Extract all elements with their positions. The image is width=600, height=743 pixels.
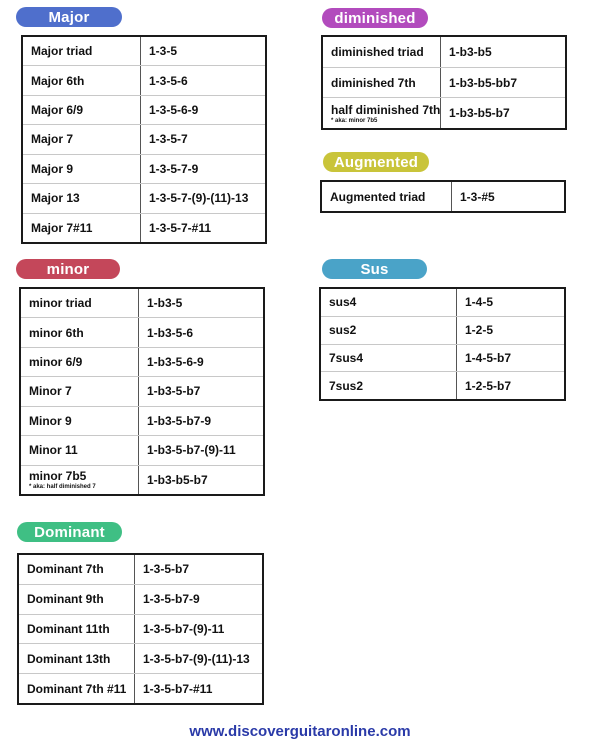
chord-formula: 1-3-5-7-(9)-(11)-13 xyxy=(149,191,249,206)
chord-formula: 1-3-5-b7-(9)-(11)-13 xyxy=(143,651,250,666)
chord-name-cell xyxy=(19,555,135,584)
chord-name-cell xyxy=(19,615,135,644)
chord-row xyxy=(323,37,565,68)
chord-row xyxy=(23,125,265,154)
chord-formula: 1-3-5-6 xyxy=(149,73,188,88)
chord-formula: 1-b3-b5-b7 xyxy=(449,106,510,121)
section-title-augmented: Augmented xyxy=(323,152,429,172)
section-title-major: Major xyxy=(16,7,122,27)
chord-name-cell xyxy=(21,377,139,405)
chord-name-cell xyxy=(23,96,141,124)
chord-formula: 1-4-5 xyxy=(465,295,494,310)
chord-name: Major 6th xyxy=(31,73,85,88)
chord-name-cell xyxy=(321,317,457,344)
chord-row xyxy=(21,348,263,377)
chord-name: Major 7 xyxy=(31,132,74,147)
chord-formula: 1-b3-b5 xyxy=(449,44,492,59)
chord-name: Major 6/9 xyxy=(31,103,84,118)
chord-name: Augmented triad xyxy=(330,189,426,204)
chord-name: half diminished 7th xyxy=(331,102,441,117)
chord-formula: 1-3-5-7 xyxy=(149,132,188,147)
chord-row xyxy=(23,37,265,66)
chord-row xyxy=(21,436,263,465)
chord-row xyxy=(19,674,262,703)
section-title-minor: minor xyxy=(16,259,120,279)
website-footer[interactable]: www.discoverguitaronline.com xyxy=(189,723,411,740)
chord-name: Dominant 7th #11 xyxy=(27,681,127,696)
chord-name-cell xyxy=(21,289,139,317)
chord-name-cell xyxy=(323,37,441,67)
chord-name-cell xyxy=(23,155,141,183)
chord-name: Dominant 7th xyxy=(27,562,104,577)
chord-row xyxy=(19,644,262,674)
chord-formula: 1-2-5 xyxy=(465,323,494,338)
chord-row xyxy=(321,317,564,345)
section-title-sus: Sus xyxy=(322,259,427,279)
chord-formula: 1-4-5-b7 xyxy=(465,350,512,365)
chord-name-cell xyxy=(23,125,141,153)
chord-row xyxy=(19,555,262,585)
chord-formula: 1-3-5-6-9 xyxy=(149,103,199,118)
chord-name-cell xyxy=(19,585,135,614)
chord-name: minor 6/9 xyxy=(29,355,83,370)
chord-name: Minor 7 xyxy=(29,384,72,399)
chord-formula: 1-b3-b5-bb7 xyxy=(449,75,518,90)
chord-row xyxy=(21,466,263,494)
augmented-chord-table xyxy=(320,180,566,213)
chord-name-cell xyxy=(21,436,139,464)
chord-name: Major 9 xyxy=(31,161,74,176)
sus-chord-table xyxy=(319,287,566,401)
chord-name-cell xyxy=(21,348,139,376)
chord-formula: 1-3-5-b7 xyxy=(143,562,190,577)
chord-formula: 1-b3-5 xyxy=(147,296,183,311)
chord-name-cell xyxy=(321,289,457,316)
chord-formula: 1-3-5-b7-(9)-11 xyxy=(143,621,225,636)
chord-name: diminished 7th xyxy=(331,75,416,90)
chord-name-cell xyxy=(23,184,141,212)
chord-formula: 1-b3-5-b7 xyxy=(147,384,201,399)
chord-formula: 1-3-5-7-#11 xyxy=(149,220,212,235)
chord-name: Dominant 13th xyxy=(27,651,111,666)
chord-name: Major 13 xyxy=(31,191,80,206)
chord-name: diminished triad xyxy=(331,44,424,59)
chord-name: sus4 xyxy=(329,295,357,310)
chord-row xyxy=(23,96,265,125)
chord-row xyxy=(19,585,262,615)
chord-row xyxy=(323,68,565,99)
chord-formula: 1-3-5-7-9 xyxy=(149,161,199,176)
chord-note: * aka: half diminished 7 xyxy=(29,484,96,491)
chord-name-cell xyxy=(323,98,441,128)
chord-name: Minor 11 xyxy=(29,443,78,458)
chord-note: * aka: minor 7b5 xyxy=(331,117,378,124)
diminished-chord-table xyxy=(321,35,567,130)
chord-name-cell xyxy=(321,372,457,399)
chord-name-cell xyxy=(19,674,135,703)
chord-formula: 1-3-#5 xyxy=(460,189,495,204)
chord-name: 7sus4 xyxy=(329,350,364,365)
chord-formula: 1-b3-b5-b7 xyxy=(147,472,208,487)
chord-row xyxy=(321,289,564,317)
chord-row xyxy=(23,66,265,95)
chord-name-cell xyxy=(323,68,441,98)
chord-name: sus2 xyxy=(329,323,357,338)
chord-row xyxy=(21,377,263,406)
chord-row xyxy=(321,372,564,399)
chord-row xyxy=(21,407,263,436)
chord-name: minor triad xyxy=(29,296,92,311)
chord-name-cell xyxy=(19,644,135,673)
dominant-chord-table xyxy=(17,553,264,705)
chord-row xyxy=(23,155,265,184)
chord-row xyxy=(19,615,262,645)
chord-name-cell xyxy=(23,37,141,65)
chord-formula: 1-3-5 xyxy=(149,44,178,59)
chord-name-cell xyxy=(23,66,141,94)
chord-row xyxy=(321,345,564,373)
chord-name: Minor 9 xyxy=(29,413,72,428)
chord-name-cell xyxy=(21,318,139,346)
chord-row xyxy=(21,318,263,347)
chord-formula: 1-3-5-b7-9 xyxy=(143,592,200,607)
section-title-dominant: Dominant xyxy=(17,522,122,542)
chord-name: Major triad xyxy=(31,44,93,59)
chord-row xyxy=(21,289,263,318)
major-chord-table xyxy=(21,35,267,244)
chord-formula: 1-b3-5-6 xyxy=(147,325,194,340)
chord-name-cell xyxy=(322,182,452,211)
chord-row xyxy=(322,182,564,211)
section-title-diminished: diminished xyxy=(322,8,428,28)
chord-row xyxy=(323,98,565,128)
chord-name: minor 7b5 xyxy=(29,469,87,484)
chord-name: Major 7#11 xyxy=(31,220,93,235)
chord-formula: 1-3-5-b7-#11 xyxy=(143,681,213,696)
chord-name-cell xyxy=(21,466,139,494)
chord-name-cell xyxy=(23,214,141,242)
chord-formula: 1-b3-5-b7-(9)-11 xyxy=(147,443,236,458)
chord-name: minor 6th xyxy=(29,325,84,340)
chord-name: Dominant 9th xyxy=(27,592,104,607)
chord-formula: 1-2-5-b7 xyxy=(465,378,512,393)
chord-row xyxy=(23,214,265,242)
chord-name-cell xyxy=(321,345,457,372)
chord-formula: 1-b3-5-6-9 xyxy=(147,355,204,370)
chord-row xyxy=(23,184,265,213)
chord-name-cell xyxy=(21,407,139,435)
minor-chord-table xyxy=(19,287,265,496)
chord-formula: 1-b3-5-b7-9 xyxy=(147,413,212,428)
chord-name: Dominant 11th xyxy=(27,621,110,636)
chord-name: 7sus2 xyxy=(329,378,364,393)
